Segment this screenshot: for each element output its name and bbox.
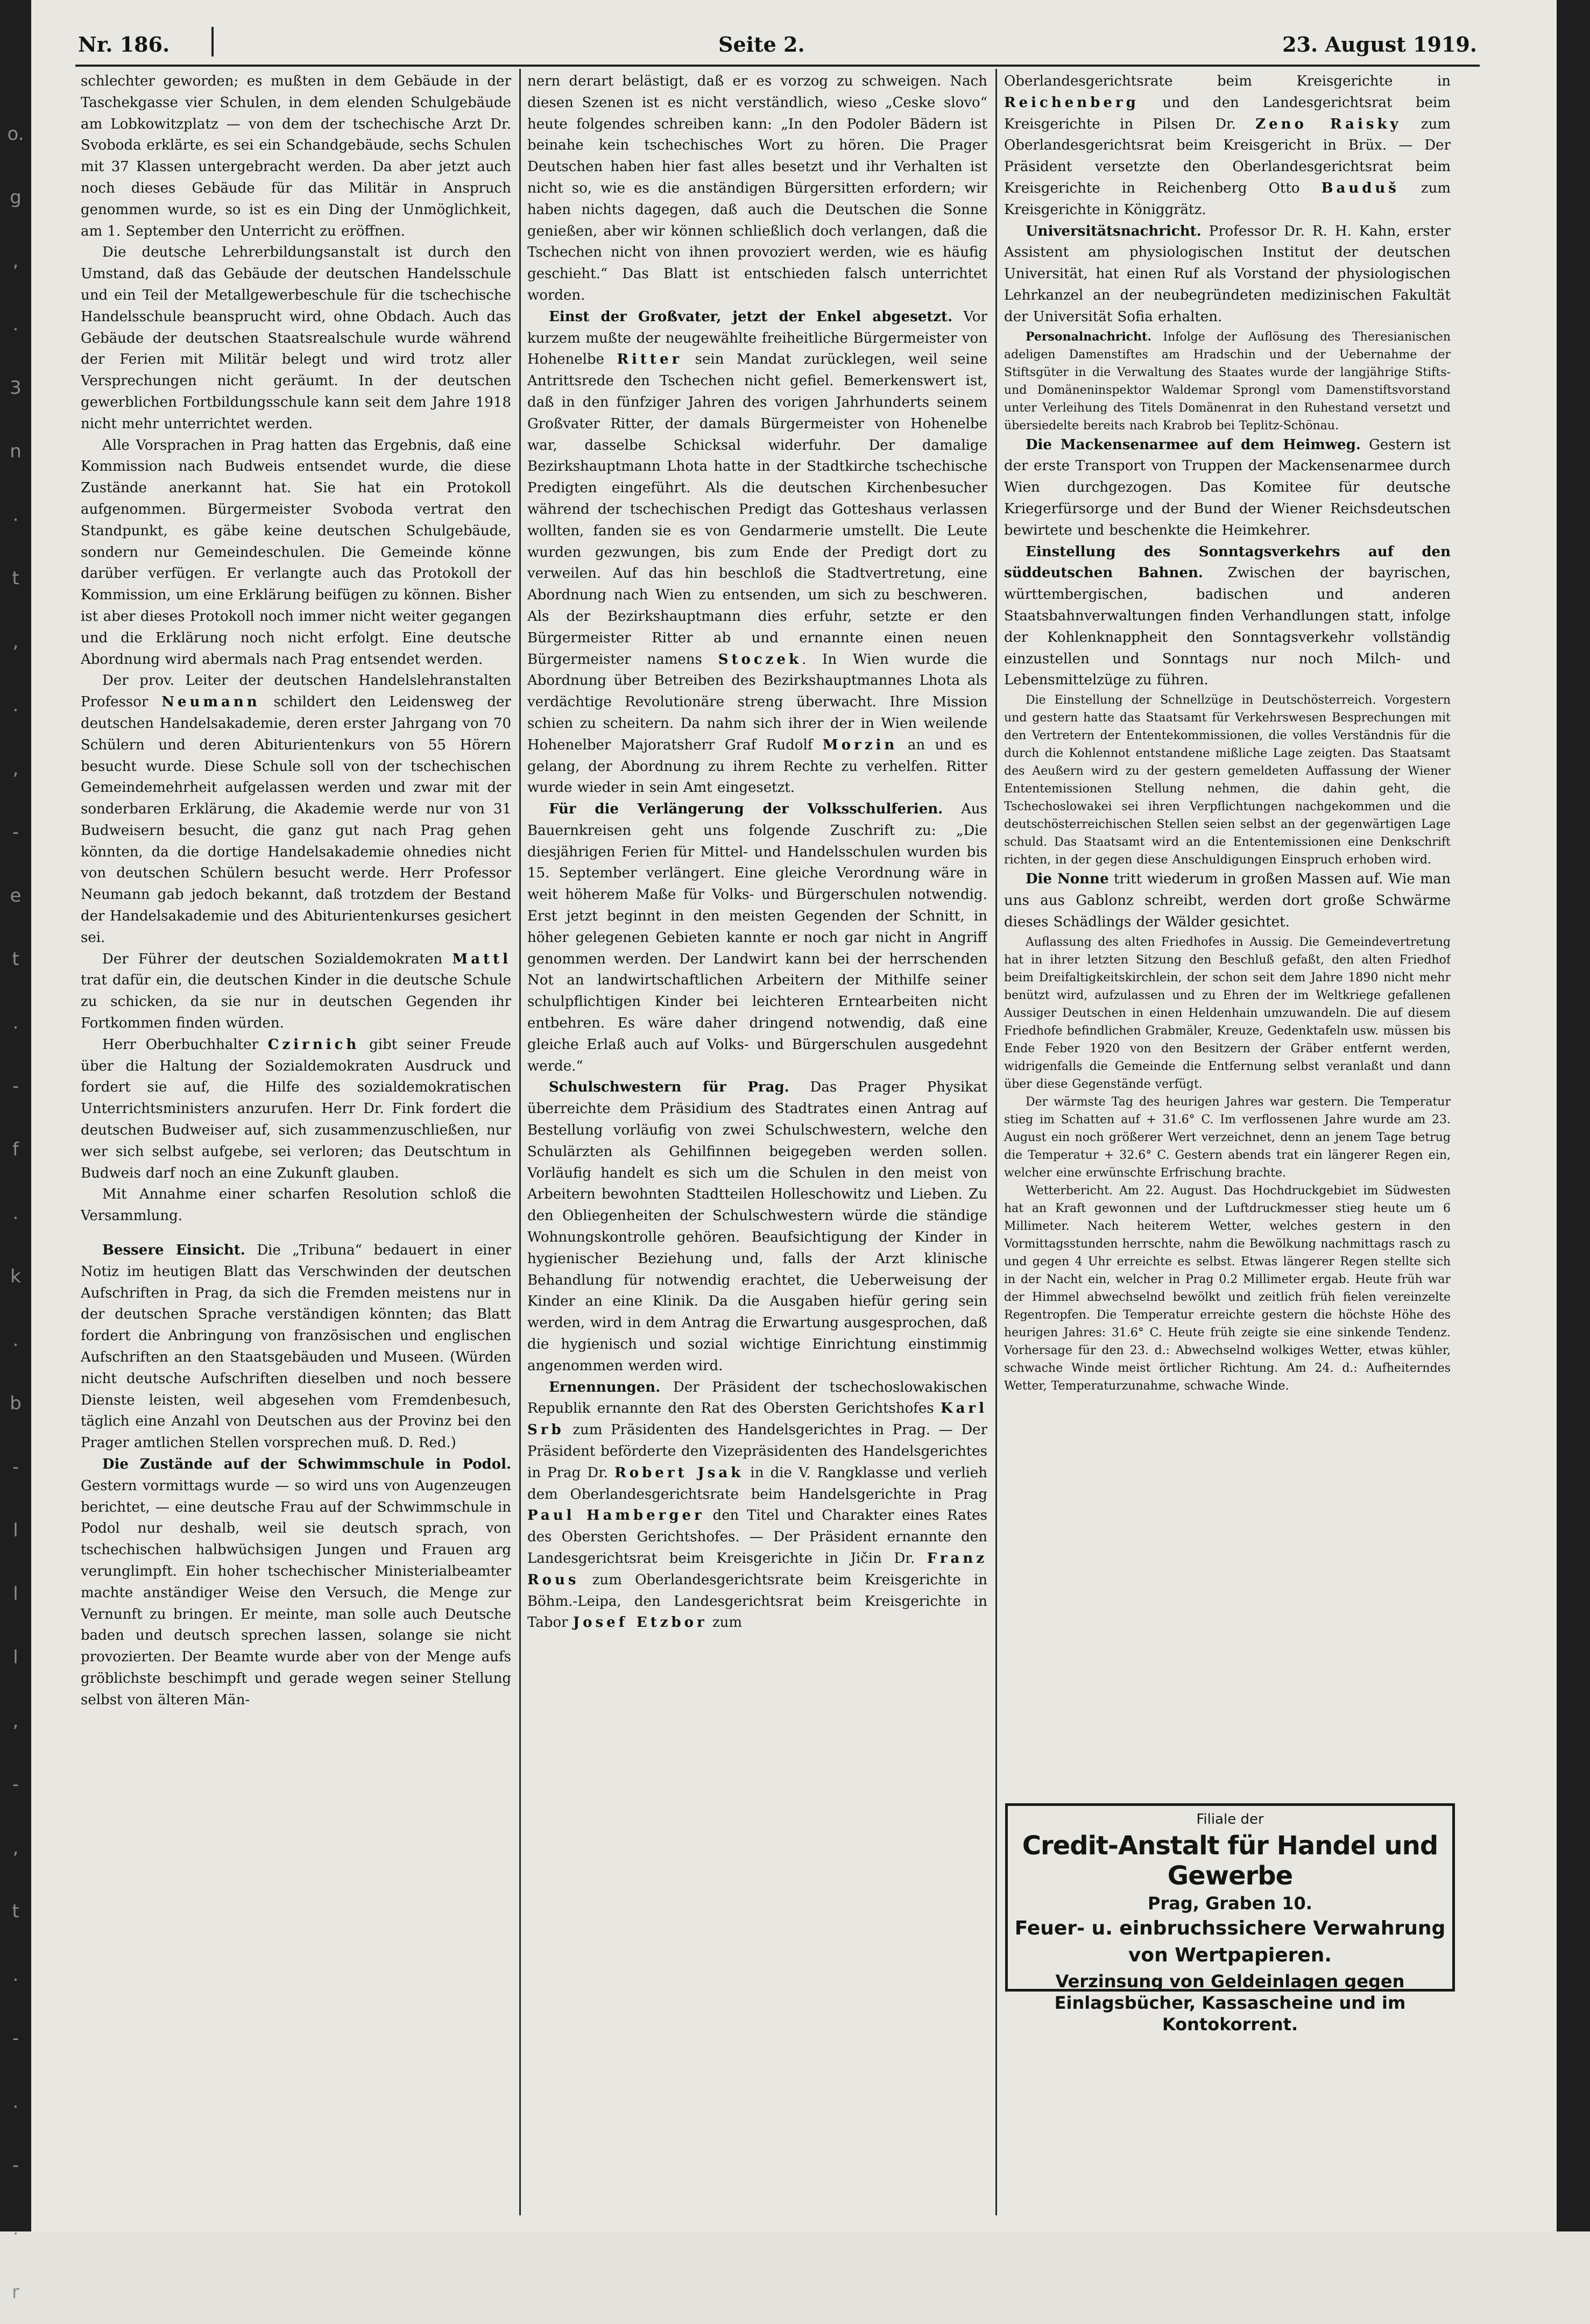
- paragraph: Der wärmste Tag des heurigen Jahres war gestern. Die Temperatur stieg im Schatten auf + 31.6° C. Im verflossenen Jahre wurde am 23. August ein noch größerer Wert verzeichnet, denn an jenem Tage betrug die Temperatur + 32.6° C. Gestern abends trat ein längerer Regen ein, welcher eine erwünschte Erfrischung brachte.: [1004, 1095, 1451, 1180]
- issue-date: 23. August 1919.: [1282, 32, 1477, 56]
- text-run: Herr Oberbuchhalter: [102, 1036, 268, 1053]
- article-heading: Personalnachricht.: [1026, 329, 1152, 344]
- column-1: [81, 71, 511, 2217]
- person-name: Robert Jsak: [614, 1464, 744, 1481]
- person-name: Paul Hamberger: [527, 1507, 705, 1524]
- paragraph: [1004, 221, 1451, 328]
- text-run: Die „Tribuna“ bedauert in einer Notiz im heutigen Blatt das Verschwinden der deutschen Aufschriften in Prag, da sich die Fremden meistens nur in der deutschen Sprache verständigen könnten; das Blatt fordert die Anbringung von französischen und englischen Aufschriften an den Staatsgebäuden und Museen. (Würden nicht deutsche Aufschriften dieselben und noch bessere Dienste leisten, weil abgesehen vom Fremdenbesuch, täglich eine Anzahl von Deutschen aus der Provinz bei den Prager amtlichen Stellen vorsprechen muß. D. Red.): [81, 1242, 511, 1451]
- place-name: Reichenberg: [1004, 94, 1139, 111]
- text-run: . In Wien wurde die Abordnung über Betreiben des Bezirkshauptmannes Lhota als verdächtige Revolutionäre streng überwacht. Ihre Mission schien zu scheitern. Da nahm sich ihrer der in Wien weilende Hohenelber Majoratsherr Graf Rudolf: [527, 651, 987, 753]
- person-name: Mattl: [452, 951, 511, 967]
- text-run: Gestern vormittags wurde — so wird uns von Augenzeugen berichtet, — eine deutsche Frau auf der Schwimmschule in Podol nur deshalb, weil sie deutsch sprach, von tschechischen halbwüchsigen Jungen und Frauen arg verunglimpft. Ein hoher tschechischer Ministerialbeamter machte anständiger Weise den Versuch, die Menge zur Vernunft zu bringen. Er meinte, man solle auch Deutsche baden und deutsch sprechen lassen, solange sie nicht provozierten. Der Beamte wurde aber von der Menge aufs gröblichste beschimpft und gerade wegen seiner Stellung selbst von älteren Män-: [81, 1477, 511, 1708]
- ad-line: von Wertpapieren.: [1128, 1944, 1332, 1966]
- ad-line: Feuer- u. einbruchssichere Verwahrung: [1014, 1917, 1446, 1939]
- paragraph: [81, 1240, 511, 1454]
- text-run: zum Oberlandesgerichtsrate beim Kreisgerichte in Böhm.-Leipa, den Landesgerichtsrat beim Kreisgerichte in Tabor: [527, 1571, 987, 1631]
- text-run: Das Prager Physikat überreichte dem Präsidium des Stadtrates einen Antrag auf Bestellung vorläufig von zwei Schulschwestern, welche den Schulärzten als Gehilfinnen beigegeben werden sollen. Vorläufig handelt es sich um die Schulen in den meist von Arbeitern bewohnten Stadtteilen Holleschowitz und Lieben. Zu den Obliegenheiten der Schulschwestern würde die ständige Wohnungskontrolle gehören. Beaufsichtigung der Kinder in hygienischer Beziehung und, falls der Arzt klinische Behandlung für notwendig erachtet, die Ueberweisung der Kinder an eine Klinik. Da die Ausgaben hiefür gering sein werden, wird in dem Antrag die Erwartung ausgesprochen, daß die hygienisch und sozial wichtige Einrichtung einstimmig angenommen werden wird.: [527, 1079, 987, 1374]
- text-run: schildert den Leidensweg der deutschen Handelsakademie, deren erster Jahrgang von 70 Schülern und deren Abiturientenkurs von 55 Hörern besucht wurde. Diese Schule soll von der tschechischen Gemeindemehrheit aufgelassen werden und zwar mit der sonderbaren Erklärung, die Akademie werde nur von 31 Budweisern besucht, die ganz gut nach Prag gehen könnten, da die dortige Handelsakademie ohnedies nicht von deutschen Schülern besucht werde. Herr Professor Neumann gab jedoch bekannt, daß trotzdem der Bestand der Handelsakademie und des Abiturientenkurses gesichert sei.: [81, 694, 511, 946]
- person-name: Ritter: [617, 351, 683, 368]
- text-run: Vor kurzem mußte der neugewählte freiheitliche Bürgermeister von Hohenelbe: [527, 308, 987, 368]
- person-name: Stoczek: [718, 651, 802, 668]
- paragraph: [81, 670, 511, 948]
- person-name: Bauduš: [1321, 180, 1400, 196]
- text-run: Der prov. Leiter der deutschen Handelslehranstalten Professor: [81, 672, 511, 711]
- text-run: in die V. Rangklasse und verlieh dem Oberlandesgerichtsrate beim Handelsgerichte in Prag: [527, 1464, 987, 1503]
- ad-address: Prag, Graben 10.: [1148, 1893, 1312, 1914]
- text-run: Infolge der Auflösung des Theresianischen adeligen Damenstiftes am Hradschin und der Uebernahme der Stiftsgüter in die Verwaltung des Staates wurde der langjährige Stifts- und Domäneninspektor Waldemar Sprongl vom Damenstiftsvorstand unter Verleihung des Titels Domänenrat in den Ruhestand versetzt und übersiedelte bereits nach Krabrob bei Teplitz-Schönau.: [1004, 330, 1451, 433]
- article-heading: Die Nonne: [1026, 871, 1109, 888]
- paragraph: schlechter geworden; es mußten in dem Gebäude in der Taschekgasse vier Schulen, in dem elenden Schulgebäude am Lobkowitzplatz — von dem der tschechische Arzt Dr. Svoboda erklärte, es sei ein Schandgebäude, sechs Schulen mit 37 Klassen untergebracht werden. Da aber jetzt auch noch dieses Gebäude für das Militär in Anspruch genommen wurde, so ist es ein Ding der Unmöglichkeit, am 1. September den Unterricht zu eröffnen.: [81, 73, 511, 239]
- adjacent-page-fragment: o. g , . 3 n . t , . , - e t . - f . k . b - l l l , - , t . - . - . r: [7, 123, 24, 2303]
- person-name: Czirnich: [267, 1036, 360, 1053]
- paragraph: Die deutsche Lehrerbildungsanstalt ist durch den Umstand, daß das Gebäude der deutschen Handelsschule und ein Teil der Metallgewerbeschule für die tschechische Handelsschule beansprucht wird, ohne Obdach. Auch das Gebäude der deutschen Staatsrealschule wurde während der Ferien mit Militär belegt und wird trotz aller Versprechungen nicht geräumt. In der deutschen gewerblichen Fortbildungsschule kann seit dem Jahre 1918 nicht mehr unterrichtet werden.: [81, 244, 511, 432]
- paragraph: [1004, 435, 1451, 542]
- article-heading: Ernennungen.: [549, 1379, 661, 1395]
- paragraph: [1004, 542, 1451, 692]
- text-run: zum: [707, 1614, 743, 1631]
- text-run: Der Führer der deutschen Sozialdemokraten: [102, 951, 453, 967]
- scan-edge-right: [1557, 0, 1590, 2231]
- article-heading: Universitätsnachricht.: [1026, 223, 1202, 239]
- paragraph: [1004, 71, 1451, 221]
- ad-filiale: Filiale der: [1196, 1811, 1264, 1827]
- column-mark: [211, 27, 214, 56]
- paragraph: [81, 1035, 511, 1185]
- text-run: und den Landesgerichtsrat beim Kreisgerichte in Pilsen Dr.: [1004, 94, 1451, 132]
- page-header: [78, 32, 1477, 62]
- paragraph: [81, 949, 511, 1035]
- paragraph: [527, 799, 987, 1077]
- article-heading: Einst der Großvater, jetzt der Enkel abgesetzt.: [549, 308, 953, 325]
- person-name: Josef Etzbor: [573, 1614, 708, 1631]
- issue-number: Nr. 186.: [78, 32, 170, 56]
- article-heading: Die Mackensenarmee auf dem Heimweg.: [1026, 436, 1361, 453]
- paragraph: Die Einstellung der Schnellzüge in Deutschösterreich. Vorgestern und gestern hatte das Staatsamt für Verkehrswesen Besprechungen mit den Vertretern der Ententekommissionen, die volles Verständnis für die durch die Kohlennot entstandene mißliche Lage zeigten. Das Staatsamt des Aeußern wird zu der gestern gemeldeten Auffassung der Wiener Ententemissionen Stellung nehmen, die dahin geht, die Tschechoslowakei sei ihren Verpflichtungen nachgekommen und die deutschösterreichischen Stellen seien selbst an der gegenwärtigen Lage schuld. Das Staatsamt wird an die Ententemissionen eine Denkschrift richten, in der gegen diese Anschuldigungen Einspruch erhoben wird.: [1004, 693, 1451, 867]
- person-name: Morzin: [822, 736, 898, 753]
- text-run: Gestern ist der erste Transport von Truppen der Mackensenarmee durch Wien durchgezogen. Das Komitee für deutsche Kriegerfürsorge und der Bund der Wiener Reichsdeutschen bewirtete und beschenkte die Heimkehrer.: [1004, 436, 1451, 539]
- paragraph: [81, 1454, 511, 1711]
- text-run: zum Oberlandesgerichtsrat beim Kreisgericht in Brüx. — Der Präsident versetzte den Oberlandesgerichtsrat beim Kreisgerichte in Reichenberg Otto: [1004, 116, 1451, 196]
- page-number: Seite 2.: [718, 32, 805, 56]
- column-3: [1004, 71, 1451, 1792]
- header-rule: [75, 65, 1480, 67]
- text-run: zum Präsidenten des Handelsgerichtes in Prag. — Der Präsident beförderte den Vizepräsidenten des Handelsgerichtes in Prag Dr.: [527, 1422, 987, 1481]
- text-run: trat dafür ein, die deutschen Kinder in die deutsche Schule zu schicken, da sie nur in deutschen Gegenden ihr Fortkommen finden würden.: [81, 972, 511, 1032]
- text-run: an und es gelang, der Abordnung zu ihrem Rechte zu verhelfen. Ritter wurde wieder in sein Amt eingesetzt.: [527, 736, 987, 796]
- text-run: den Titel und Charakter eines Rates des Obersten Gerichtshofes. — Der Präsident ernannte den Landesgerichtsrat beim Kreisgerichte in Jičin Dr.: [527, 1507, 987, 1567]
- text-run: sein Mandat zurücklegen, weil seine Antrittsrede den Tschechen nicht gefiel. Bemerkenswert ist, daß in den fünfziger Jahren des vorigen Jahrhunderts seinem Großvater Ritter, der damals Bürgermeister von Hohenelbe war, dasselbe Schicksal widerfuhr. Der damalige Bezirkshauptmann Lhota hatte in der Stadtkirche tschechische Predigten eingeführt. Als die deutschen Kirchenbesucher während der tschechischen Predigt das Gotteshaus verlassen wollten, fanden sie es von Gendarmerie umstellt. Die Leute wurden gezwungen, bis zum Ende der Predigt dort zu verweilen. Auf das hin beschloß die Stadtvertretung, eine Abordnung nach Wien zu entsenden, um sich zu beschweren. Als der Bezirkshauptmann dies erfuhr, setzte er den Bürgermeister Ritter ab und ernannte einen neuen Bürgermeister namens: [527, 351, 987, 668]
- ad-title: Credit-Anstalt für Handel und Gewerbe: [1022, 1831, 1438, 1891]
- article-heading: Für die Verlängerung der Volksschulferien.: [549, 801, 943, 818]
- paragraph: [1004, 869, 1451, 933]
- article-heading: Die Zustände auf der Schwimmschule in Podol.: [102, 1456, 511, 1472]
- article-heading: Bessere Einsicht.: [102, 1242, 245, 1259]
- ad-line: Verzinsung von Geldeinlagen gegen Einlagsbücher, Kassascheine und im Kontokorrent.: [1054, 1971, 1406, 2035]
- bank-advertisement: [1005, 1803, 1455, 2035]
- paragraph: [527, 1377, 987, 1634]
- text-run: Zwischen der bayrischen, württembergischen, badischen und anderen Staatsbahnverwaltungen finden Verhandlungen statt, infolge der Kohlenknappheit den Sonntagsverkehr vollständig einzustellen und Sonntags nur noch Milch- und Lebensmittelzüge zu führen.: [1004, 565, 1451, 689]
- person-name: Karl Srb: [527, 1400, 987, 1439]
- person-name: Franz Rous: [527, 1550, 987, 1588]
- paragraph: [527, 1077, 987, 1377]
- paragraph: [527, 307, 987, 799]
- paragraph: Wetterbericht. Am 22. August. Das Hochdruckgebiet im Südwesten hat an Kraft gewonnen und der Luftdruckmesser stieg heute um 6 Millimeter. Nach heiterem Wetter, welches gestern in den Vormittagsstunden herrschte, nahm die Bewölkung nachmittags rasch zu und gegen 4 Uhr erreichte es selbst. Etwas längerer Regen stellte sich in der Nacht ein, welcher in Prag 0.2 Millimeter ergab. Heute früh war der Himmel abwechselnd bewölkt und zeitlich früh fielen vereinzelte Regentropfen. Die Temperatur erreichte gestern die höchste Höhe des heurigen Jahres: 31.6° C. Heute früh zeigte sie eine sinkende Tendenz. Vorhersage für den 23. d.: Abwechselnd wolkiges Wetter, etwas kühler, schwache Winde meist örtlicher Richtung. Am 24. d.: Aufheiterndes Wetter, Temperaturzunahme, schwache Winde.: [1004, 1184, 1451, 1393]
- person-name: Neumann: [161, 694, 260, 711]
- article-heading: Schulschwestern für Prag.: [549, 1079, 789, 1096]
- text-run: Aus Bauernkreisen geht uns folgende Zuschrift zu: „Die diesjährigen Ferien für Mittel- und Handelsschulen wurden bis 15. September verlängert. Eine gleiche Verordnung wäre in weit höherem Maße für Volks- und Bürgerschulen notwendig. Erst jetzt beginnt in den meisten Gegenden der Schnitt, in höher gelegenen Gebieten kannte er noch gar nicht in Angriff genommen werden. Der Landwirt kann bei der herrschenden Not an landwirtschaftlichen Arbeitern der Mithilfe seiner schulpflichtigen Kinder bei leichteren Erntearbeiten nicht entbehren. Es wäre daher dringend notwendig, daß eine gleiche Erlaß auch auf Volks- und Bürgerschulen ausgedehnt werde.“: [527, 801, 987, 1074]
- text-run: Oberlandesgerichtsrate beim Kreisgerichte in: [1004, 73, 1451, 89]
- paragraph: [1004, 328, 1451, 435]
- paragraph: Auflassung des alten Friedhofes in Aussig. Die Gemeindevertretung hat in ihrer letzten Sitzung den Beschluß gefaßt, den alten Friedhof beim Dreifaltigkeitskirchlein, der schon seit dem Jahre 1890 nicht mehr benützt wird, aufzulassen und zu Ehren der im Weltkriege gefallenen Aussiger Deutschen in einen Heldenhain umzuwandeln. Die auf diesem Friedhofe befindlichen Grabmäler, Kreuze, Gedenktafeln usw. müssen bis Ende Feber 1920 von den Besitzern der Gräber entfernt werden, widrigenfalls die Gemeinde die Entfernung selbst veranlaßt und dann über diese Gegenstände verfügt.: [1004, 935, 1451, 1091]
- person-name: Zeno Raisky: [1255, 116, 1402, 132]
- paragraph: Mit Annahme einer scharfen Resolution schloß die Versammlung.: [81, 1186, 511, 1224]
- article-heading: Einstellung des Sonntagsverkehrs auf den süddeutschen Bahnen.: [1004, 543, 1451, 582]
- text-run: gibt seiner Freude über die Haltung der Sozialdemokraten Ausdruck und fordert sie auf, die Hilfe des sozialdemokratischen Unterrichtsministers anzurufen. Herr Dr. Fink fordert die deutschen Budweiser auf, sich zusammenzuschließen, nur wer sich selbst aufgebe, sei verloren; das Deutschtum in Budweis darf noch an eine Zukunft glauben.: [81, 1036, 511, 1181]
- paragraph: Alle Vorsprachen in Prag hatten das Ergebnis, daß eine Kommission nach Budweis entsendet wurde, die diese Zustände anerkannt hat. Sie hat ein Protokoll aufgenommen. Bürgermeister Svoboda vertrat den Standpunkt, es gäbe keine deutschen Schulgebäude, sondern nur Gemeindeschulen. Die Gemeinde könne darüber verfügen. Er verlangte auch das Protokoll der Kommission, um eine Erklärung beifügen zu können. Bisher ist aber dieses Protokoll noch immer nicht weiter gegangen und die Erklärung noch nicht erfolgt. Eine deutsche Abordnung wird abermals nach Prag entsendet werden.: [81, 437, 511, 668]
- column-rule: [519, 69, 521, 2215]
- column-2: [527, 71, 987, 2217]
- text-run: tritt wiederum in großen Massen auf. Wie man uns aus Gablonz schreibt, werden dort große Schwärme dieses Schädlings der Wälder gesichtet.: [1004, 871, 1451, 930]
- paragraph: nern derart belästigt, daß er es vorzog zu schweigen. Nach diesen Szenen ist es nicht verständlich, wieso „Ceske slovo“ heute folgendes schreiben kann: „In den Podoler Bädern ist beinahe kein tschechisches Wort zu hören. Die Prager Deutschen haben hier fast alles besetzt und ihr Verhalten ist nicht so, wie es die anständigen Bürgersitten erfordern; wir haben nichts dagegen, daß auch die Deutschen die Sonne genießen, aber wir können schließlich doch verlangen, daß die Tschechen nicht von ihnen provoziert werden, wie es häufig geschieht.“ Das Blatt ist entschieden falsch unterrichtet worden.: [527, 73, 987, 303]
- text-run: Der Präsident der tschechoslowakischen Republik ernannte den Rat des Obersten Gerichtshofes: [527, 1379, 987, 1417]
- text-run: Professor Dr. R. H. Kahn, erster Assistent am physiologischen Institut der deutschen Universität, hat einen Ruf als Vorstand der physiologischen Lehrkanzel an der neubegründeten medizinischen Fakultät der Universität Sofia erhalten.: [1004, 223, 1451, 325]
- text-run: zum Kreisgerichte in Königgrätz.: [1004, 180, 1451, 218]
- column-rule: [995, 69, 997, 2215]
- scan-edge-left: [0, 0, 31, 2303]
